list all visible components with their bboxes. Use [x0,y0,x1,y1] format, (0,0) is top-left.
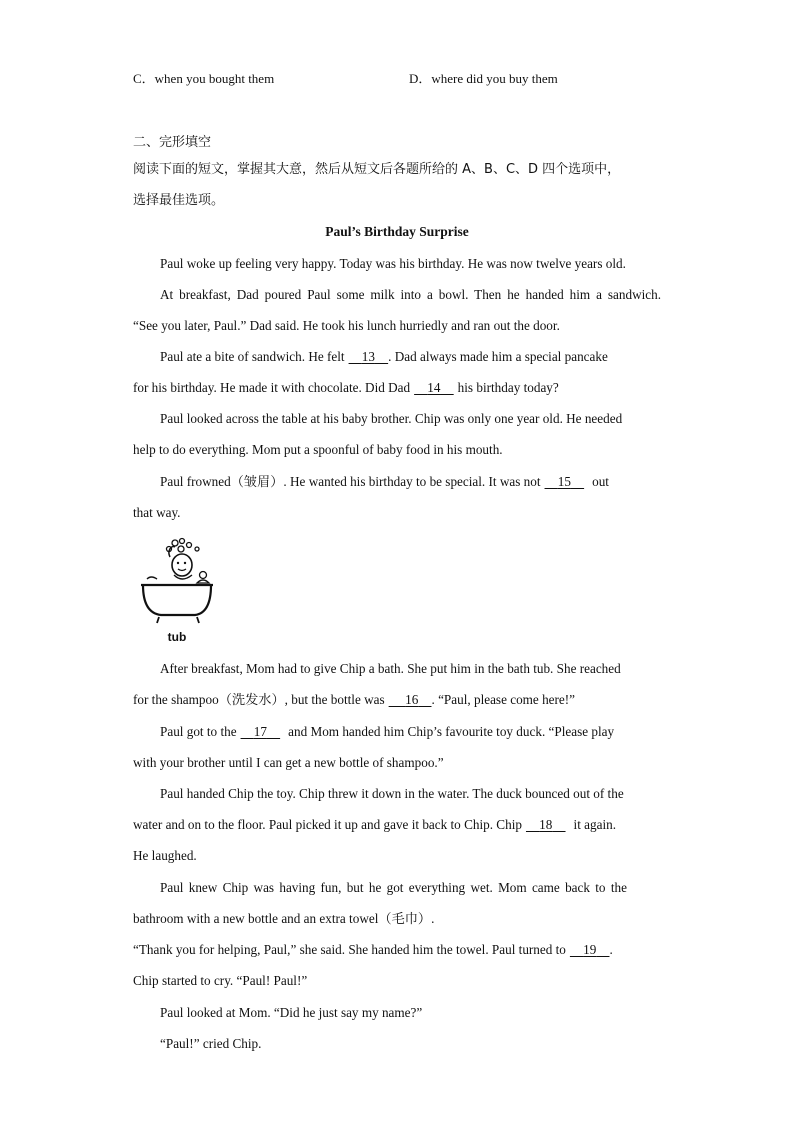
passage-line: “Paul!” cried Chip. [160,1036,262,1051]
passage-line: Paul ate a bite of sandwich. He felt 13 . Dad always made him a special pancake [160,349,608,364]
blank-14: 14 [427,380,441,395]
tub-label: tub [167,630,187,644]
passage-line: Paul looked at Mom. “Did he just say my name?” [160,1005,423,1020]
section-heading: 二、完形填空 [133,135,212,150]
instruction-line-2: 选择最佳选项。 [133,193,225,208]
instruction-line-1: 阅读下面的短文，掌握其大意，然后从短文后各题所给的 A、B、C、D 四个选项中， [133,162,621,177]
passage-line: Paul handed Chip the toy. Chip threw it down in the water. The duck bounced out of the [160,786,624,801]
blank-13: 13 [361,349,375,364]
passage-line: that way. [133,505,181,520]
blank-16: 16 [405,692,419,707]
passage-line: “See you later, Paul.” Dad said. He took his lunch hurriedly and ran out the door. [133,318,560,333]
option-d: D．where did you buy them [409,71,558,86]
passage-line: Paul looked across the table at his baby brother. Chip was only one year old. He needed [160,411,623,426]
bath-tub-icon [137,535,217,647]
passage-title: Paul’s Birthday Surprise [325,224,469,239]
passage-line: help to do everything. Mom put a spoonful of baby food in his mouth. [133,442,503,457]
blank-18: 18 [539,817,553,832]
passage-line: Paul woke up feeling very happy. Today was his birthday. He was now twelve years old. [160,256,626,271]
passage-line: for his birthday. He made it with chocolate. Did Dad 14 his birthday today? [133,380,559,395]
passage-line: He laughed. [133,848,197,863]
passage-line: Chip started to cry. “Paul! Paul!” [133,973,308,988]
blank-17: 17 [253,724,267,739]
passage-line: for the shampoo（洗发水）, but the bottle was 16 . “Paul, please come here!” [133,692,576,707]
passage-line: Paul got to the 17 and Mom handed him Chip’s favourite toy duck. “Please play [160,724,615,739]
passage-line: Paul frowned（皱眉）. He wanted his birthday to be special. It was not 15 out [160,474,609,489]
blank-19: 19 [583,942,597,957]
passage-line: After breakfast, Mom had to give Chip a bath. She put him in the bath tub. She reached [160,661,621,676]
option-c: C．when you bought them [133,71,275,86]
passage-line: At breakfast, Dad poured Paul some milk into a bowl. Then he handed him a sandwich. [160,287,661,302]
passage-line: bathroom with a new bottle and an extra towel（毛巾）. [133,911,435,926]
blank-15: 15 [557,474,571,489]
tub-illustration [137,535,217,647]
passage-line: Paul knew Chip was having fun, but he got everything wet. Mom came back to the [160,880,627,895]
passage-line: water and on to the floor. Paul picked it up and gave it back to Chip. Chip 18 it again. [133,817,617,832]
passage-line: “Thank you for helping, Paul,” she said. She handed him the towel. Paul turned to 19 . [133,942,613,957]
passage-line: with your brother until I can get a new bottle of shampoo.” [133,755,444,770]
